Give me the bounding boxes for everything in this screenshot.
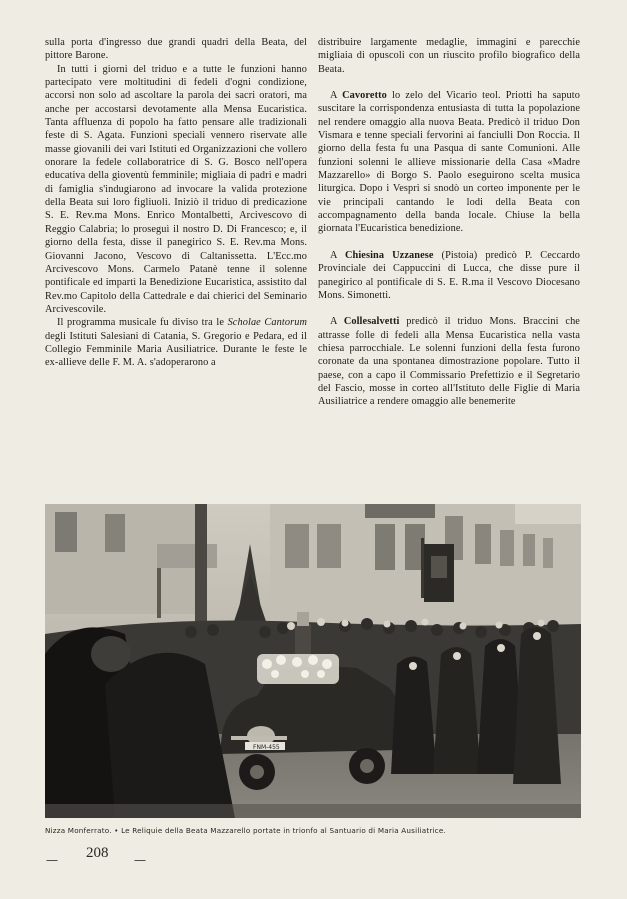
paragraph-text: sulla porta d'ingresso due grandi quadri della Beata, del pittore Barone. xyxy=(45,37,307,62)
paragraph xyxy=(318,89,580,236)
photo-caption: Nizza Monferrato. • Le Reliquie della Beata Mazzarello portate in trionfo al Santuario di Maria Ausiliatrice. xyxy=(45,826,446,835)
paragraph xyxy=(318,315,580,408)
page-dash-right: — xyxy=(134,853,146,867)
paragraph xyxy=(45,63,307,317)
paragraph-text: degli Istituti Salesiani di Catania, S. Gregorio e Pedara, ed il Collegio Femminile Maria Ausiliatrice. Durante le feste le ex-allieve delle F. M. A. s'adoperarono a xyxy=(45,330,307,369)
place-name: Cavoretto xyxy=(342,90,387,102)
page-dash-left: — xyxy=(46,853,58,867)
paragraph-text: A xyxy=(330,90,343,102)
paragraph-text: In tutti i giorni del triduo e a tutte le funzioni hanno partecipato vere moltitudini di fedeli d'ogni condizione, accorsi non solo ad ascoltare la parola dei sacri oratori, ma anche per accostarsi devotamente alla Mensa Eucaristica. Tanta affluenza di popolo ha fatto pensare alle tradizionali feste di S. Agata. Funzioni speciali vennero riservate alle masse giovanili dei vari Istituti ed Organizzazioni che vollero onorare la fedele collaboratrice di S. G. Bosco nell'opera educativa della gioventù femminile; migliaia di padri e madri di famiglia s'indugiarono ad invocare la valida protezione della Beata sui loro figliuoli. Iniziò il triduo di predicazione S. E. Rev.ma Mons. Enrico Montalbetti, Arcivescovo di Reggio Calabria; lo proseguì il nostro D. Di Francesco; e, il giorno della festa, disse il panegirico S. E. Rev.ma Mons. Giovanni Jacono, Vescovo di Caltanissetta. L'Ecc.mo Arcivescovo Mons. Carmelo Patanè tenne il solenne pontificale ed impartì la Benedizione Eucaristica, assistito dal Rev.mo Capitolo della Cattedrale e dai chierici del Seminario Arcivescovile. xyxy=(45,63,307,315)
paragraph xyxy=(318,36,580,76)
paragraph xyxy=(45,36,307,63)
paragraph-text: lo zelo del Vicario teol. Priotti ha saputo suscitare la corrispondenza entusiasta di tutta la popolazione nel rendere omaggio alla nuova Beata. Predicò il triduo Don Vismara e tenne speciali fervorini ai fanciulli Don Roccia. Il giorno della festa fu una Pasqua di sante Comunioni. Alle funzioni solenni le allieve missionarie della Casa «Madre Mazzarello» di Borgo S. Paolo eseguirono scelta musica liturgica. Dopo i Vespri si snodò un corteo imponente per le vie principali cantando le lodi della Beata con accompagnamento della banda locale. Chiuse la bella giornata l'Eucaristica benedizione. xyxy=(318,90,580,235)
paragraph-text: Il programma musicale fu diviso tra le xyxy=(57,317,228,329)
paragraph-text: predicò il triduo Mons. Braccini che attrasse folle di fedeli alla Mensa Eucaristica nella vasta chiesa parrocchiale. Le solenni funzioni della festa furono coronate da una spontanea dimostrazione popolare. Tutto il paese, con a capo il Commissario Prefettizio e il Segretario del Fascio, mosse in corteo all'Istituto delle Figlie di Maria Ausiliatrice a rendere omaggio alle benemerite xyxy=(318,316,580,408)
paragraph-text: A xyxy=(330,316,344,328)
place-name: Chiesina Uzzanese xyxy=(344,249,434,261)
left-text-column xyxy=(45,36,307,370)
paragraph-text: A xyxy=(330,249,345,261)
right-text-column xyxy=(318,36,580,409)
page-number: 208 xyxy=(86,845,109,861)
paragraph-text: (Pistoia) predicò P. Ceccardo Provinciale dei Cappuccini di Lucca, che disse pure il panegirico al pontificale di S. E. R.ma il Vescovo Diocesano Mons. Simonetti. xyxy=(318,249,580,301)
emphasis-text: Scholae Cantorum xyxy=(227,317,307,329)
paragraph xyxy=(45,316,307,369)
paragraph xyxy=(318,249,580,302)
paragraph-text: distribuire largamente medaglie, immagini e parecchie migliaia di opuscoli con un riuscito profilo biografico della Beata. xyxy=(318,37,580,75)
license-plate: FNM-455 xyxy=(253,744,280,751)
place-name: Collesalvetti xyxy=(343,316,400,328)
procession-photograph xyxy=(45,504,581,818)
